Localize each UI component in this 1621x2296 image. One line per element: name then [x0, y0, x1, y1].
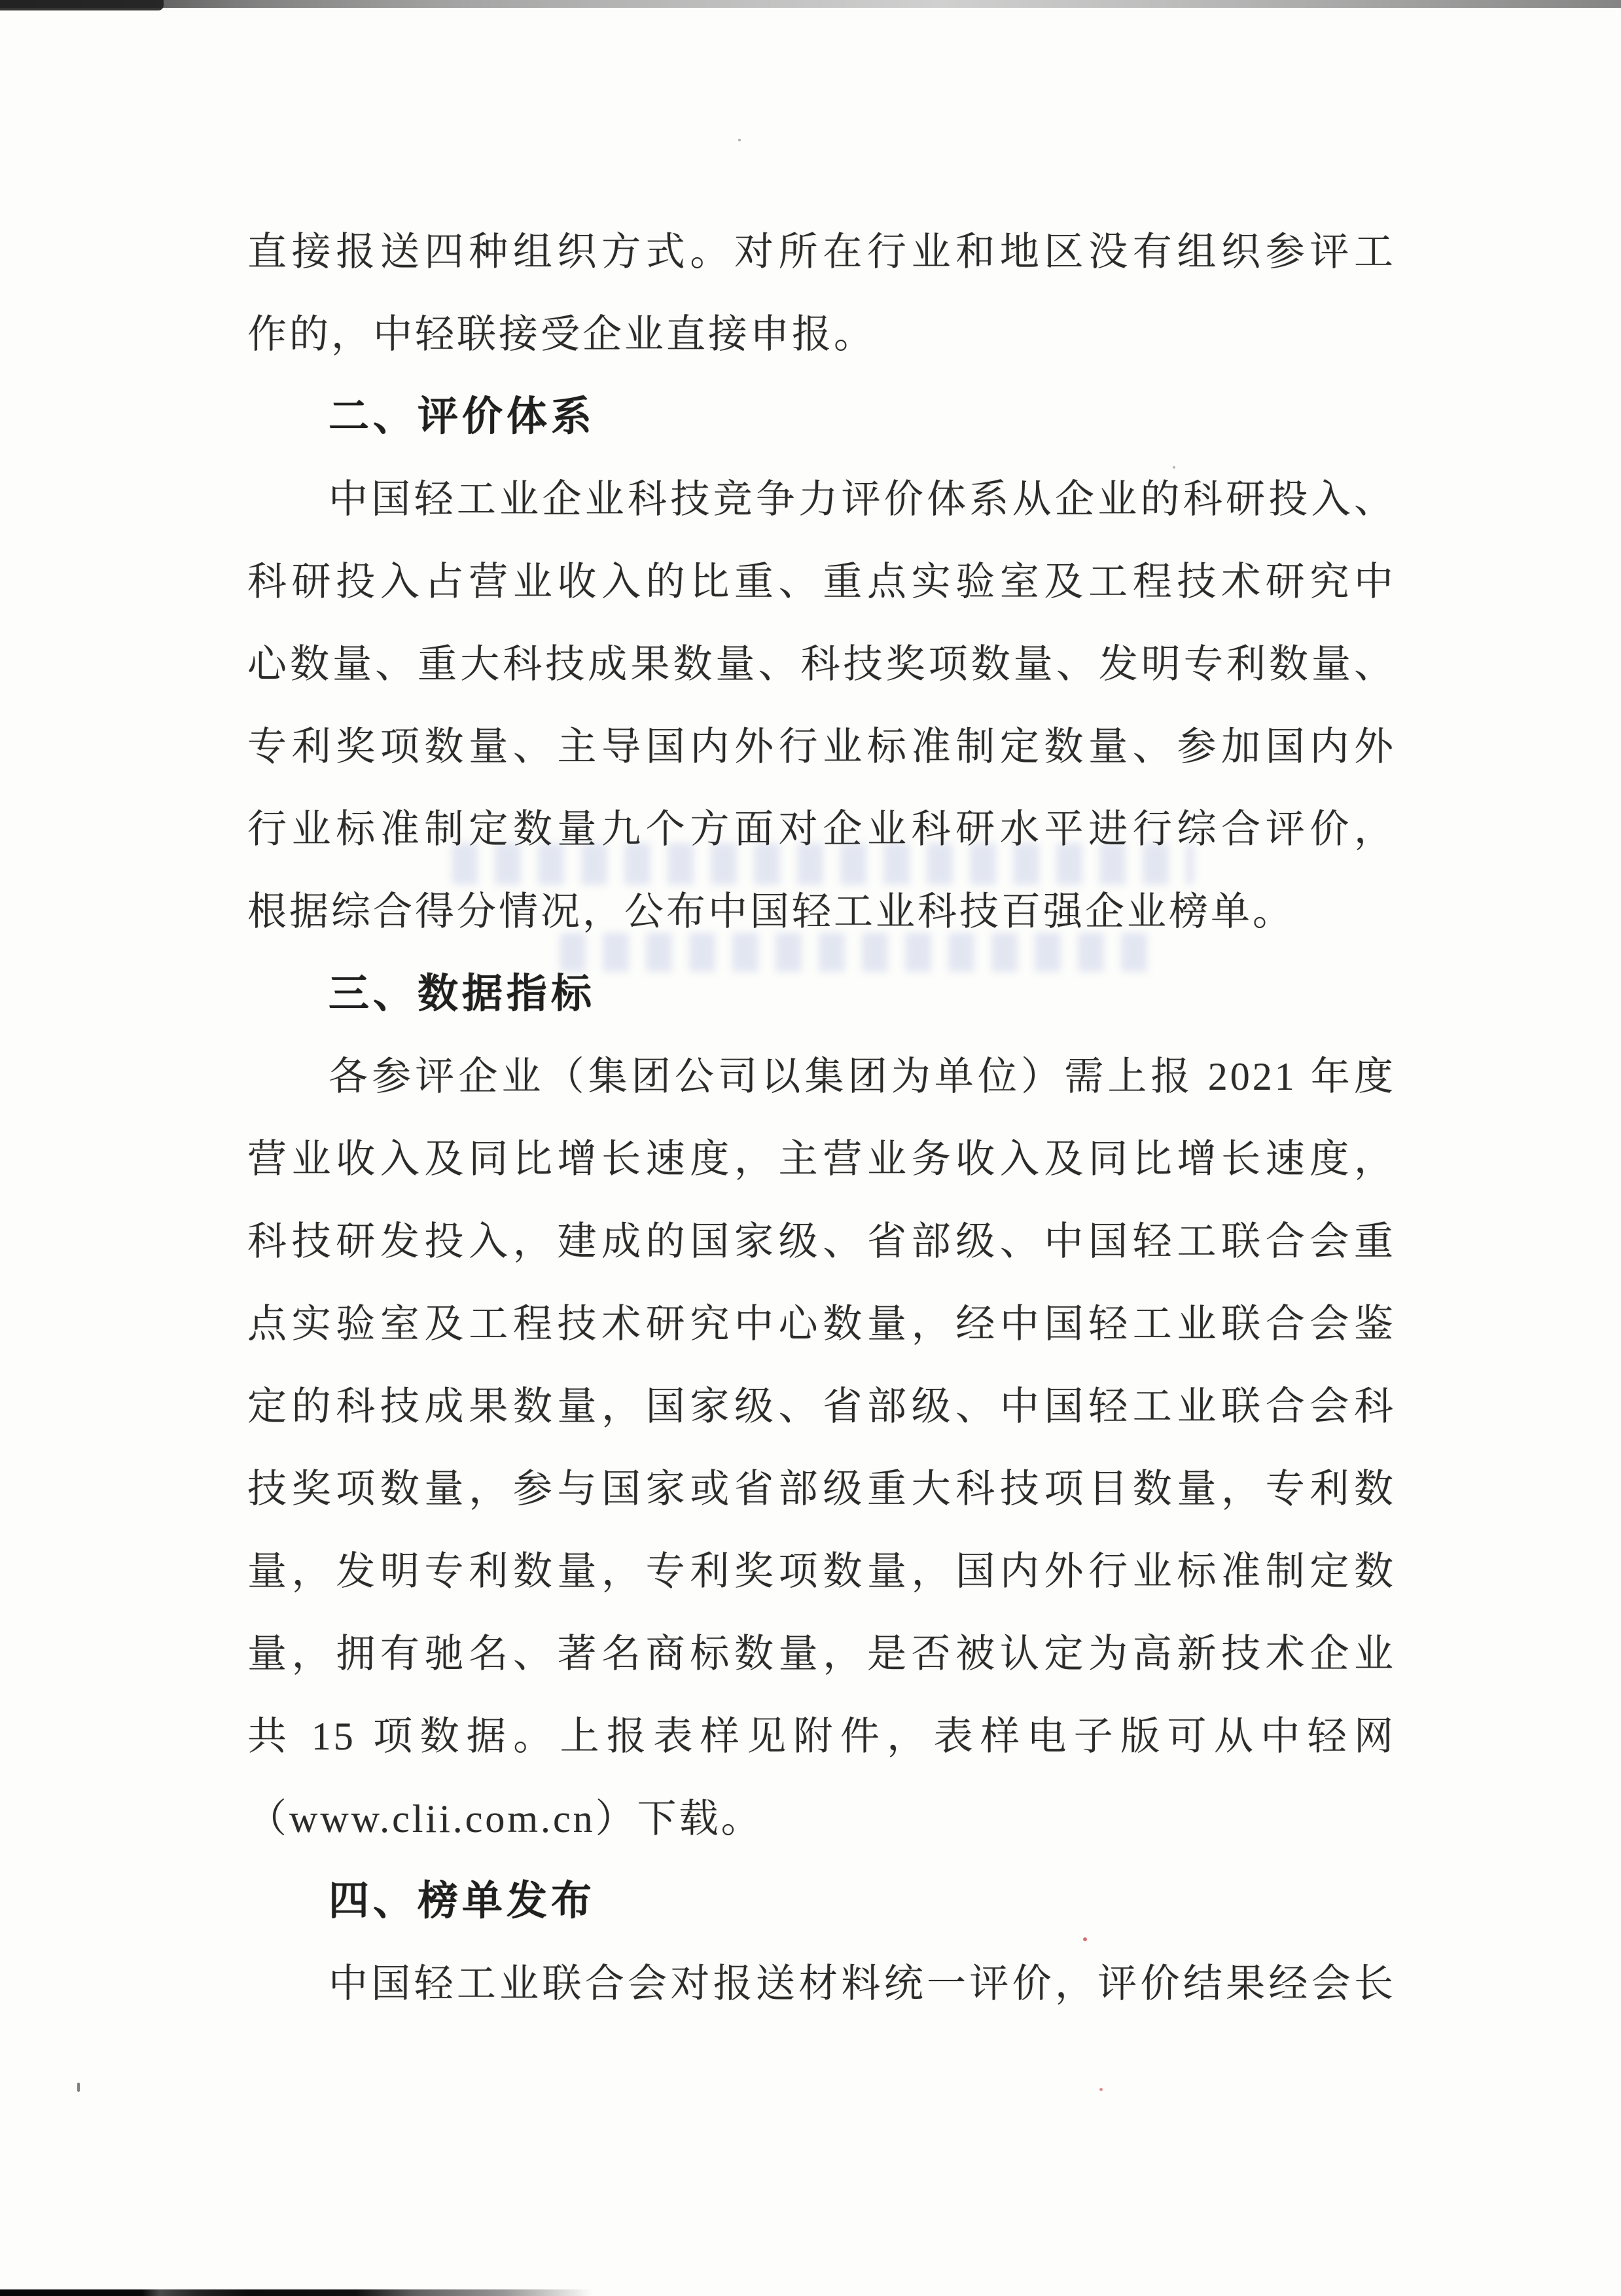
- text-line: 量，拥有驰名、著名商标数量，是否被认定为高新技术企业: [247, 1632, 1396, 1676]
- document-body: [247, 211, 1396, 2025]
- scan-artifact-top-left: [0, 0, 164, 10]
- text-line: 量，发明专利数量，专利奖项数量，国内外行业标准制定数: [247, 1550, 1396, 1593]
- red-ink-speck: [1099, 2088, 1103, 2091]
- scan-artifact-bottom-edge: [0, 2289, 592, 2296]
- text-line: 定的科技成果数量，国家级、省部级、中国轻工业联合会科: [247, 1385, 1396, 1428]
- section-heading: 四、榜单发布: [329, 1879, 596, 1924]
- text-line: 各参评企业（集团公司以集团为单位）需上报 2021 年度: [329, 1055, 1396, 1098]
- scan-artifact-top-edge: [0, 0, 1621, 8]
- text-line: 科研投入占营业收入的比重、重点实验室及工程技术研究中: [247, 560, 1396, 603]
- text-line: 作的，中轻联接受企业直接申报。: [247, 313, 876, 356]
- text-line: 营业收入及同比增长速度，主营业务收入及同比增长速度，: [247, 1138, 1396, 1181]
- text-line: （www.clii.com.cn）下载。: [247, 1797, 763, 1840]
- text-line: 根据综合得分情况，公布中国轻工业科技百强企业榜单。: [247, 890, 1294, 933]
- gray-scan-speck: [738, 139, 741, 141]
- gray-scan-speck: [77, 2083, 80, 2092]
- text-line: 直接报送四种组织方式。对所在行业和地区没有组织参评工: [247, 230, 1396, 274]
- text-line: 点实验室及工程技术研究中心数量，经中国轻工业联合会鉴: [247, 1302, 1396, 1346]
- text-line: 专利奖项数量、主导国内外行业标准制定数量、参加国内外: [247, 725, 1396, 768]
- section-heading: 三、数据指标: [329, 972, 596, 1016]
- text-line: 科技研发投入，建成的国家级、省部级、中国轻工联合会重: [247, 1220, 1396, 1263]
- section-heading: 二、评价体系: [329, 395, 596, 439]
- text-line: 共 15 项数据。上报表样见附件，表样电子版可从中轻网: [247, 1715, 1396, 1758]
- text-line: 中国轻工业企业科技竞争力评价体系从企业的科研投入、: [329, 478, 1396, 521]
- text-line: 技奖项数量，参与国家或省部级重大科技项目数量，专利数: [247, 1467, 1396, 1511]
- text-line: 心数量、重大科技成果数量、科技奖项数量、发明专利数量、: [247, 643, 1396, 686]
- text-line: 中国轻工业联合会对报送材料统一评价，评价结果经会长: [329, 1962, 1396, 2005]
- text-line: 行业标准制定数量九个方面对企业科研水平进行综合评价，: [247, 808, 1396, 851]
